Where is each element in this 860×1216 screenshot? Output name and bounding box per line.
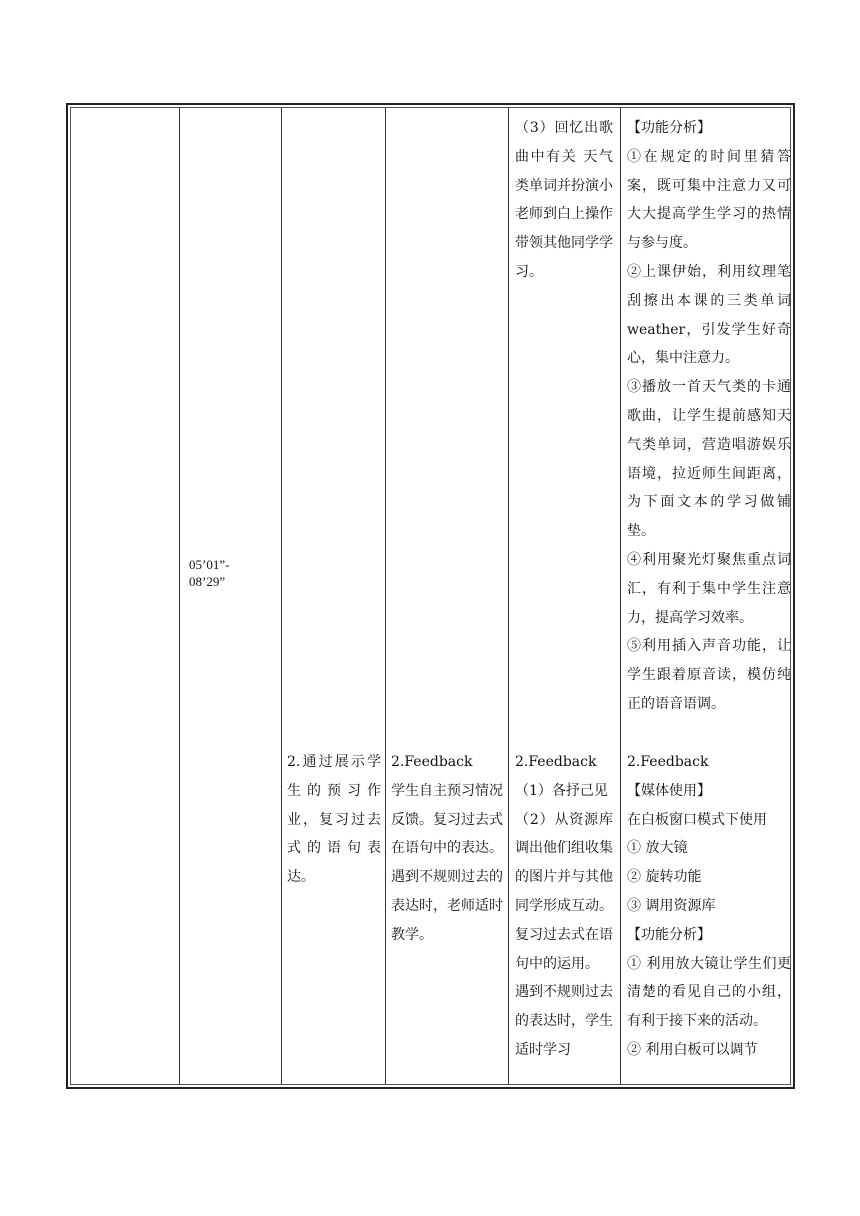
- column-divider: [620, 108, 621, 1084]
- column-divider: [179, 108, 180, 1084]
- media-intro: 在白板窗口模式下使用: [627, 811, 767, 828]
- media-item: ① 放大镜: [627, 840, 688, 857]
- media-heading: 【媒体使用】: [627, 782, 711, 799]
- analysis-item: ② 利用白板可以调节: [627, 1041, 758, 1058]
- analysis-heading: 【功能分析】: [627, 926, 711, 943]
- column-divider: [281, 108, 282, 1084]
- teacher-line: 遇到不规则过去的表达时，老师适时教学。: [391, 869, 503, 943]
- function-heading: 【功能分析】: [627, 120, 711, 136]
- row1-function-analysis: [627, 114, 791, 719]
- teacher-line: 学生自主预习情况反馈。复习过去式在语句中的表达。: [391, 782, 503, 857]
- lesson-plan-table: [66, 103, 795, 1089]
- student-line: （1）各抒己见: [515, 782, 608, 799]
- student-line: （2）从资源库调出他们组收集的图片并与其他同学形成互动。复习过去式在语句中的运用。: [515, 811, 613, 972]
- time-range-start: 05’01”-: [189, 557, 230, 572]
- function-item: ④利用聚光灯聚焦重点词汇，有利于集中学生注意力，提高学习效率。: [627, 551, 791, 626]
- row1-student-activity: （3）回忆出歌曲中有关 天气类单词并扮演小老师到白上操作带领其他同学学习。: [515, 120, 613, 280]
- row2-objective: 2.通过展示学生的预习作业，复习过去式的语句表达。: [287, 754, 381, 886]
- media-item: ③ 调用资源库: [627, 897, 716, 914]
- media-title: 2.Feedback: [627, 754, 709, 770]
- time-range-end: 08’29”: [189, 574, 226, 589]
- table-inner-border: [70, 107, 791, 1085]
- function-item: ③播放一首天气类的卡通歌曲，让学生提前感知天气类单词，营造唱游娱乐语境，拉近师生间距离，为下面文本的学习做铺垫。: [627, 379, 791, 540]
- time-range: [189, 556, 229, 590]
- function-item: ⑤利用插入声音功能，让学生跟着原音读，模仿纯正的语音语调。: [627, 638, 791, 712]
- row2-teacher-activity: [391, 748, 503, 950]
- column-divider: [385, 108, 386, 1084]
- row2-media-analysis: [627, 748, 791, 1065]
- function-item: ②上课伊始，利用纹理笔刮擦出本课的三类单词weather，引发学生好奇心，集中注意力。: [627, 263, 791, 367]
- function-item: ①在规定的时间里猜答案，既可集中注意力又可大大提高学生学习的热情与参与度。: [627, 148, 791, 252]
- student-title: 2.Feedback: [515, 754, 597, 770]
- teacher-title: 2.Feedback: [391, 754, 473, 770]
- column-divider: [508, 108, 509, 1084]
- row2-student-activity: [515, 748, 613, 1065]
- analysis-item: ① 利用放大镜让学生们更清楚的看见自己的小组，有利于接下来的活动。: [627, 955, 791, 1030]
- student-line: 遇到不规则过去的表达时，学生适时学习: [515, 984, 613, 1058]
- media-item: ② 旋转功能: [627, 869, 702, 886]
